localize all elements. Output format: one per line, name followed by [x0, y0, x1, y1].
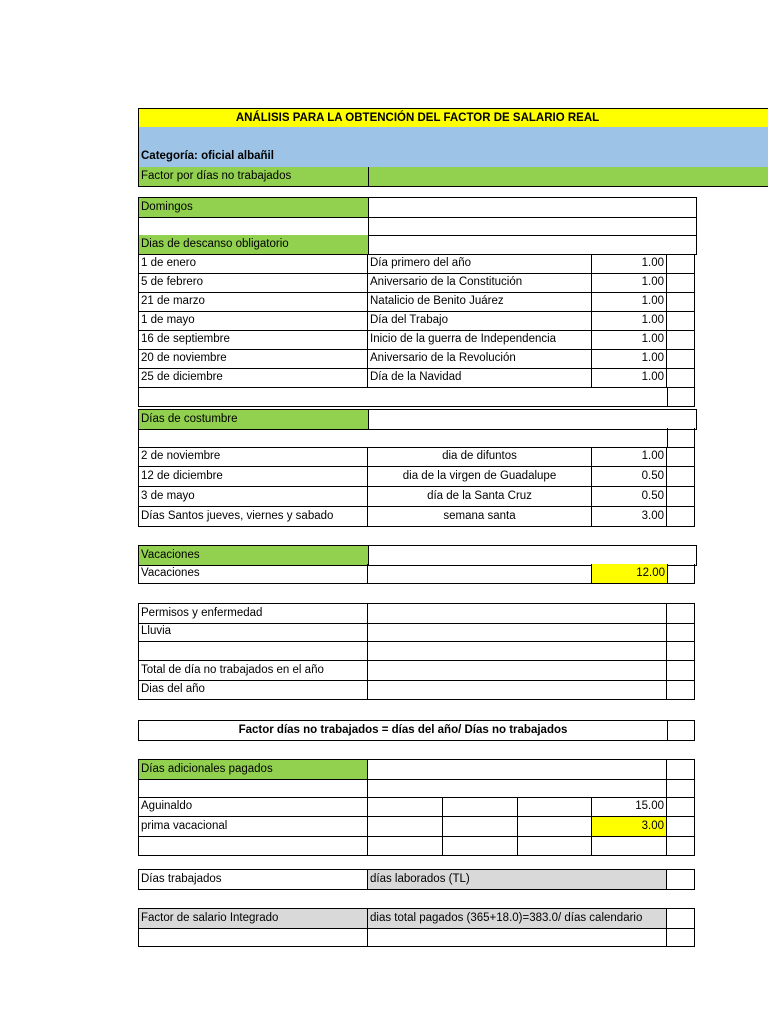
empty-cell[interactable]: [667, 292, 695, 311]
descanso-value[interactable]: 1.00: [592, 292, 667, 311]
empty-cell[interactable]: [368, 836, 443, 855]
empty-cell[interactable]: [667, 467, 695, 486]
empty-cell[interactable]: [667, 368, 695, 387]
descanso-date[interactable]: 25 de diciembre: [138, 368, 368, 387]
descanso-value[interactable]: 1.00: [592, 311, 667, 330]
domingos-row: [138, 197, 697, 218]
descanso-date[interactable]: 1 de mayo: [138, 311, 368, 330]
descanso-value[interactable]: 1.00: [592, 368, 667, 387]
descanso-date[interactable]: 20 de noviembre: [138, 349, 368, 368]
descanso-date[interactable]: 16 de septiembre: [138, 330, 368, 349]
adicionales-header-label[interactable]: Días adicionales pagados: [138, 760, 368, 779]
total-label[interactable]: Total de día no trabajados en el año: [138, 661, 368, 680]
costumbre-value[interactable]: 1.00: [592, 447, 667, 466]
descanso-row: [138, 368, 695, 388]
blank-cell[interactable]: [138, 836, 368, 855]
empty-cell[interactable]: [667, 387, 695, 406]
blank-cell[interactable]: [368, 760, 667, 779]
empty-cell[interactable]: [667, 622, 695, 641]
costumbre-desc[interactable]: semana santa: [368, 507, 592, 526]
factor-formula-row: [138, 720, 695, 741]
empty-cell[interactable]: [443, 836, 518, 855]
costumbre-header-row: [138, 409, 697, 430]
blank-row: [138, 836, 695, 856]
costumbre-header-label[interactable]: Días de costumbre: [139, 410, 369, 429]
descanso-value[interactable]: 1.00: [592, 330, 667, 349]
empty-cell[interactable]: [518, 836, 592, 855]
descanso-row: [138, 273, 695, 293]
vacaciones-value[interactable]: 12.00: [592, 564, 667, 583]
descanso-desc[interactable]: Aniversario de la Revolución: [368, 349, 592, 368]
blank-row: [138, 387, 695, 407]
empty-cell[interactable]: [667, 760, 695, 779]
blank-cell[interactable]: [368, 641, 667, 660]
descanso-date[interactable]: 5 de febrero: [138, 273, 368, 292]
category-row: [138, 127, 768, 168]
empty-cell[interactable]: [667, 909, 695, 928]
blank-cell[interactable]: [138, 387, 667, 406]
descanso-value[interactable]: 1.00: [592, 254, 667, 273]
empty-cell[interactable]: [667, 428, 695, 447]
vacaciones-header-label[interactable]: Vacaciones: [139, 546, 369, 565]
empty-cell[interactable]: [667, 797, 695, 816]
aguinaldo-value[interactable]: 15.00: [592, 797, 667, 816]
blank-cell[interactable]: [138, 428, 667, 447]
total-row: [138, 661, 695, 681]
dias-anio-label[interactable]: Dias del año: [138, 680, 368, 699]
costumbre-value[interactable]: 0.50: [592, 487, 667, 506]
trabajados-row: [138, 869, 695, 890]
empty-cell[interactable]: [667, 927, 695, 946]
empty-cell[interactable]: [667, 487, 695, 506]
costumbre-date[interactable]: 3 de mayo: [138, 487, 368, 506]
empty-cell[interactable]: [667, 330, 695, 349]
costumbre-value[interactable]: 3.00: [592, 507, 667, 526]
costumbre-row: [138, 507, 695, 527]
descanso-row: [138, 349, 695, 369]
blank-cell[interactable]: [139, 216, 369, 235]
empty-cell[interactable]: [667, 817, 695, 836]
descanso-row: [138, 292, 695, 312]
aguinaldo-label[interactable]: Aguinaldo: [138, 797, 368, 816]
empty-cell[interactable]: [667, 311, 695, 330]
descanso-date[interactable]: 1 de enero: [138, 254, 368, 273]
blank-row: [138, 778, 695, 798]
aguinaldo-row: [138, 797, 695, 817]
prima-value[interactable]: 3.00: [592, 817, 667, 836]
trabajados-desc[interactable]: días laborados (TL): [368, 870, 667, 889]
empty-cell[interactable]: [667, 507, 695, 526]
blank-row: [138, 641, 695, 661]
empty-cell[interactable]: [667, 641, 695, 660]
costumbre-desc[interactable]: dia de difuntos: [368, 447, 592, 466]
permisos-row: [138, 603, 695, 624]
dias-anio-row: [138, 680, 695, 700]
descanso-desc[interactable]: Día de la Navidad: [368, 368, 592, 387]
empty-cell[interactable]: [443, 817, 518, 836]
prima-row: [138, 817, 695, 837]
empty-cell[interactable]: [667, 349, 695, 368]
empty-cell[interactable]: [368, 817, 443, 836]
lluvia-label[interactable]: Lluvia: [138, 622, 368, 641]
title-row: [138, 108, 768, 129]
empty-cell[interactable]: [667, 680, 695, 699]
blank-cell[interactable]: [368, 927, 667, 946]
descanso-desc[interactable]: Inicio de la guerra de Independencia: [368, 330, 592, 349]
descanso-desc[interactable]: Natalicio de Benito Juárez: [368, 292, 592, 311]
vacaciones-desc[interactable]: [368, 564, 592, 583]
costumbre-row: [138, 447, 695, 467]
descanso-desc[interactable]: Día primero del año: [368, 254, 592, 273]
blank-cell[interactable]: [368, 778, 667, 797]
empty-cell[interactable]: [667, 721, 695, 740]
factor-header-label[interactable]: Factor por días no trabajados: [139, 167, 369, 186]
vacaciones-header-row: [138, 545, 697, 566]
descanso-value[interactable]: 1.00: [592, 349, 667, 368]
costumbre-row: [138, 487, 695, 507]
costumbre-desc[interactable]: dia de la virgen de Guadalupe: [368, 467, 592, 486]
prima-label[interactable]: prima vacacional: [138, 817, 368, 836]
permisos-label[interactable]: Permisos y enfermedad: [138, 604, 368, 623]
descanso-value[interactable]: 1.00: [592, 273, 667, 292]
empty-cell[interactable]: [667, 778, 695, 797]
costumbre-row: [138, 467, 695, 487]
empty-cell[interactable]: [443, 797, 518, 816]
costumbre-date[interactable]: Días Santos jueves, viernes y sabado: [138, 507, 368, 526]
lluvia-desc[interactable]: [368, 622, 667, 641]
descanso-header-row: [138, 235, 697, 255]
descanso-row: [138, 254, 695, 274]
costumbre-value[interactable]: 0.50: [592, 467, 667, 486]
empty-cell[interactable]: [592, 836, 667, 855]
factor-formula[interactable]: Factor días no trabajados = días del año/ Días no trabajados: [138, 721, 667, 740]
total-value[interactable]: [368, 661, 667, 680]
empty-cell[interactable]: [368, 797, 443, 816]
empty-cell[interactable]: [667, 273, 695, 292]
integrado-desc[interactable]: dias total pagados (365+18.0)=383.0/ días calendario: [368, 909, 667, 928]
empty-cell[interactable]: [667, 254, 695, 273]
costumbre-date[interactable]: 2 de noviembre: [138, 447, 368, 466]
category-label[interactable]: Categoría: oficial albañil: [141, 150, 274, 162]
empty-cell[interactable]: [667, 564, 695, 583]
empty-cell[interactable]: [667, 661, 695, 680]
blank-cell[interactable]: [138, 927, 368, 946]
descanso-row: [138, 311, 695, 331]
empty-cell[interactable]: [667, 604, 695, 623]
empty-cell[interactable]: [667, 870, 695, 889]
integrado-label[interactable]: Factor de salario Integrado: [138, 909, 368, 928]
sheet-title[interactable]: ANÁLISIS PARA LA OBTENCIÓN DEL FACTOR DE SALARIO REAL: [235, 112, 600, 124]
factor-header-row: [138, 167, 768, 187]
dias-anio-value[interactable]: [368, 680, 667, 699]
costumbre-desc[interactable]: día de la Santa Cruz: [368, 487, 592, 506]
permisos-desc[interactable]: [368, 604, 667, 623]
empty-cell[interactable]: [667, 836, 695, 855]
vacaciones-row: [138, 564, 695, 584]
descanso-desc[interactable]: Aniversario de la Constitución: [368, 273, 592, 292]
costumbre-date[interactable]: 12 de diciembre: [138, 467, 368, 486]
vacaciones-label[interactable]: Vacaciones: [138, 564, 368, 583]
adicionales-header-row: [138, 759, 695, 780]
domingos-label[interactable]: Domingos: [139, 198, 369, 217]
descanso-header-label[interactable]: Dias de descanso obligatorio: [139, 235, 369, 254]
blank-row: [138, 927, 695, 947]
empty-cell[interactable]: [667, 447, 695, 466]
blank-row: [138, 216, 697, 236]
blank-cell[interactable]: [138, 778, 368, 797]
empty-cell[interactable]: [518, 797, 592, 816]
empty-cell[interactable]: [518, 817, 592, 836]
lluvia-row: [138, 622, 695, 642]
descanso-date[interactable]: 21 de marzo: [138, 292, 368, 311]
blank-row: [138, 428, 695, 448]
descanso-desc[interactable]: Día del Trabajo: [368, 311, 592, 330]
blank-cell[interactable]: [138, 641, 368, 660]
descanso-row: [138, 330, 695, 350]
integrado-row: [138, 908, 695, 929]
trabajados-label[interactable]: Días trabajados: [138, 870, 368, 889]
